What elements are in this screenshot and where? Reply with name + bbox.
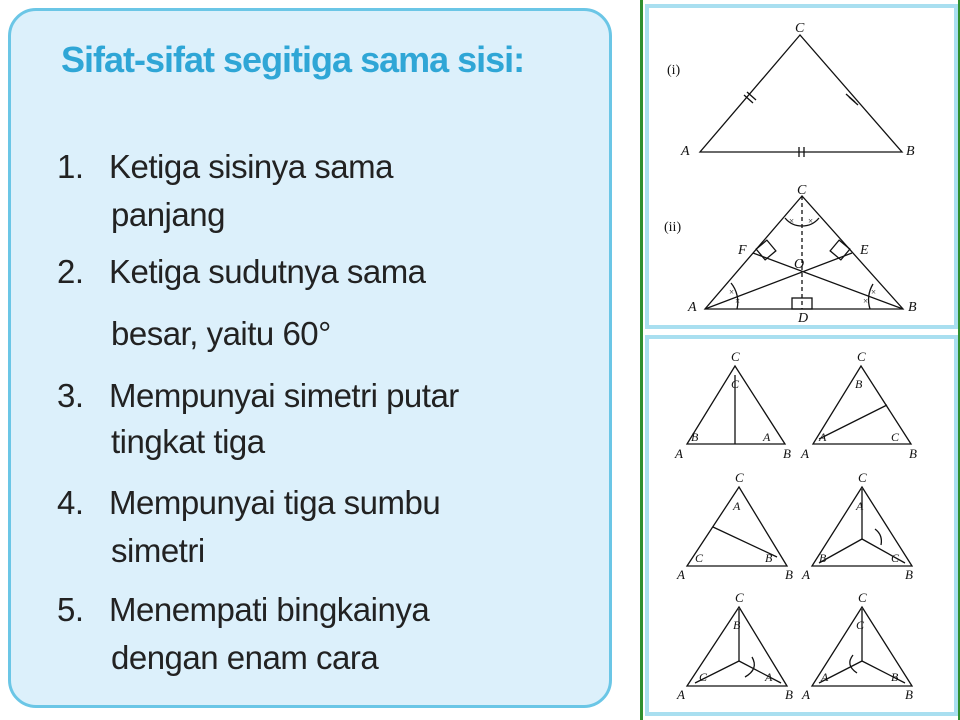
property-number: 4. xyxy=(57,484,84,521)
triangle-frame-figure xyxy=(649,339,960,720)
angle-mark: × xyxy=(729,287,735,297)
triangle-label: A xyxy=(765,670,773,684)
frame-label: A xyxy=(677,567,685,582)
angle-mark: × xyxy=(808,216,814,226)
triangle-label: C xyxy=(699,670,708,684)
property-text-line1: Mempunyai simetri putar xyxy=(109,377,459,414)
triangle-i xyxy=(700,35,902,152)
card-title: Sifat-sifat segitiga sama sisi: xyxy=(61,39,525,80)
point-label-o: O xyxy=(794,257,805,272)
angle-mark: × xyxy=(735,296,741,306)
frame-label: A xyxy=(675,446,683,461)
triangle-label: B xyxy=(891,670,899,684)
property-text-line1: Ketiga sisinya sama xyxy=(109,148,393,185)
triangle-label: C xyxy=(856,618,865,632)
triangle-label: C xyxy=(731,377,740,391)
property-number: 1. xyxy=(57,148,84,185)
property-text-line2: dengan enam cara xyxy=(111,639,379,676)
figure-ii-label: (ii) xyxy=(664,220,682,235)
properties-card xyxy=(8,8,612,708)
symmetry-axis xyxy=(739,661,781,683)
vertex-label-b: B xyxy=(908,300,917,315)
frame-label: B xyxy=(905,567,913,582)
vertex-label-a: A xyxy=(688,300,697,315)
triangle-label: A xyxy=(763,430,771,444)
point-label-f: F xyxy=(738,243,747,258)
point-label-d: D xyxy=(798,311,809,326)
frame-label: A xyxy=(802,567,810,582)
tick-mark xyxy=(849,97,858,105)
figure-i-label: (i) xyxy=(667,63,681,78)
property-text-line2: panjang xyxy=(111,196,225,233)
frame-label: A xyxy=(677,687,685,702)
property-text-line1: Ketiga sudutnya sama xyxy=(109,253,426,290)
frame-label: B xyxy=(909,446,917,461)
vertex-label-c: C xyxy=(795,21,805,36)
frame-label: B xyxy=(785,567,793,582)
property-text-line2: besar, yaitu 60° xyxy=(111,315,331,352)
angle-mark: × xyxy=(871,287,877,297)
triangle-label: A xyxy=(819,430,827,444)
frame-label: C xyxy=(857,349,866,364)
frame-label: C xyxy=(858,470,867,485)
triangle-label: B xyxy=(855,377,863,391)
property-text-line1: Mempunyai tiga sumbu xyxy=(109,484,441,521)
triangle-figure-top xyxy=(649,8,960,333)
triangle-label: C xyxy=(891,551,900,565)
triangle-label: B xyxy=(765,551,773,565)
angle-mark: × xyxy=(789,216,795,226)
property-number: 3. xyxy=(57,377,84,414)
right-angle-mark xyxy=(756,240,776,260)
symmetry-axis xyxy=(819,405,887,439)
triangle-label: B xyxy=(691,430,699,444)
triangle-label: A xyxy=(821,670,829,684)
triangle-label: A xyxy=(856,499,864,513)
frame-label: B xyxy=(905,687,913,702)
point-label-e: E xyxy=(860,243,869,258)
triangle-label: B xyxy=(733,618,741,632)
symmetry-axis xyxy=(753,253,903,309)
property-text-line1: Menempati bingkainya xyxy=(109,591,430,628)
triangle-frame-panel xyxy=(645,335,958,716)
triangle-label: C xyxy=(891,430,900,444)
frame-label: C xyxy=(858,590,867,605)
frame-label: B xyxy=(785,687,793,702)
frame-label: C xyxy=(731,349,740,364)
angle-mark: × xyxy=(863,296,869,306)
vertex-label-a: A xyxy=(681,144,690,159)
triangle-label: B xyxy=(819,551,827,565)
frame-label: A xyxy=(802,687,810,702)
symmetry-axis xyxy=(705,253,852,309)
frame-label: C xyxy=(735,470,744,485)
frame-label: A xyxy=(801,446,809,461)
vertex-label-c: C xyxy=(797,183,807,198)
vertex-label-b: B xyxy=(906,144,915,159)
triangle-figure-top-panel xyxy=(645,4,958,329)
divider xyxy=(640,0,643,720)
frame-label: C xyxy=(735,590,744,605)
property-text-line2: tingkat tiga xyxy=(111,423,265,460)
property-text-line2: simetri xyxy=(111,532,205,569)
frame-label: B xyxy=(783,446,791,461)
triangle-label: A xyxy=(733,499,741,513)
property-number: 5. xyxy=(57,591,84,628)
triangle-label: C xyxy=(695,551,704,565)
rotation-arrow xyxy=(875,529,881,545)
property-number: 2. xyxy=(57,253,84,290)
